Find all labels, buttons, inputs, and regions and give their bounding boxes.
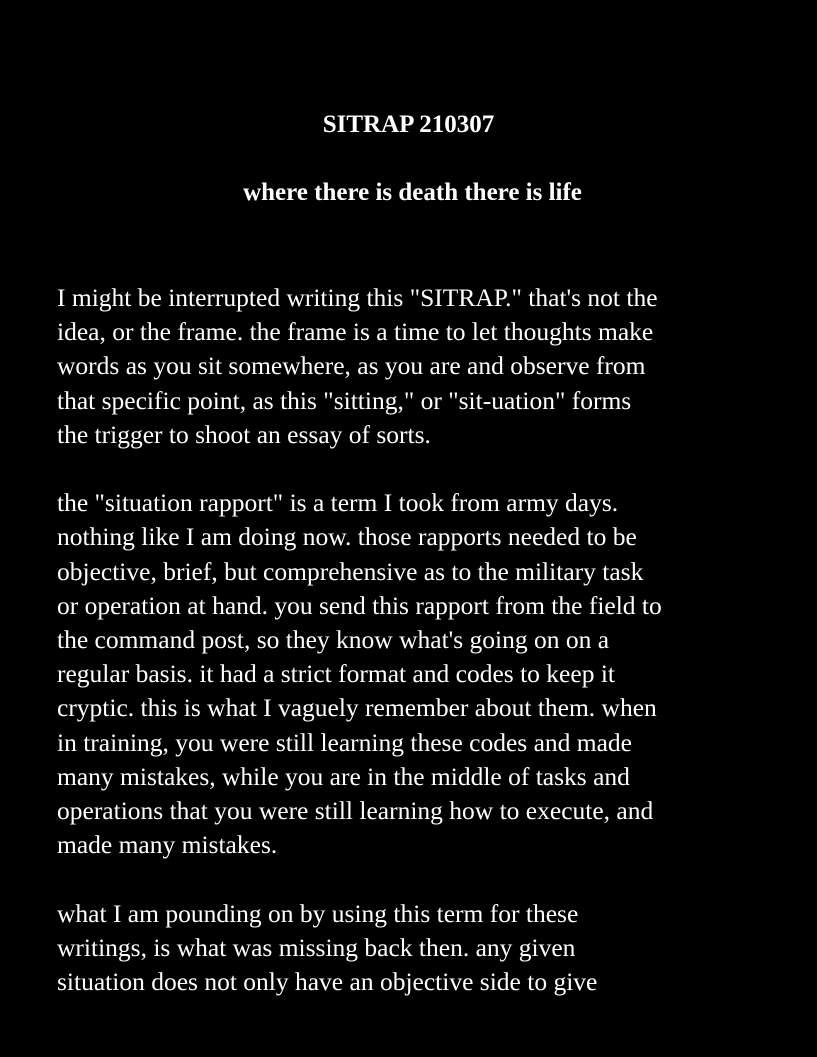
document-body: [57, 281, 797, 999]
text-line: many mistakes, while you are in the middle of tasks and: [57, 761, 630, 791]
text-line: regular basis. it had a strict format and codes to keep it: [57, 659, 615, 689]
text-line: writings, is what was missing back then. any given: [57, 932, 576, 962]
paragraph-gap: [57, 862, 797, 896]
text-line: words as you sit somewhere, as you are and observe from: [57, 351, 646, 381]
text-line: the trigger to shoot an essay of sorts.: [57, 419, 431, 449]
paragraph-gap: [57, 452, 797, 486]
text-line: nothing like I am doing now. those rapports needed to be: [57, 522, 637, 552]
paragraph-2: [57, 486, 797, 862]
text-line: in training, you were still learning these codes and made: [57, 727, 632, 757]
text-line: the "situation rapport" is a term I took from army days.: [57, 488, 619, 518]
text-line: situation does not only have an objective side to give: [57, 967, 598, 997]
text-line: made many mistakes.: [57, 830, 278, 860]
document-subtitle: where there is death there is life: [243, 179, 582, 206]
text-line: what I am pounding on by using this term for these: [57, 898, 579, 928]
paragraph-1: [57, 281, 797, 452]
text-line: that specific point, as this "sitting," or "sit-uation" forms: [57, 385, 632, 415]
paragraph-3: [57, 897, 797, 1000]
text-line: idea, or the frame. the frame is a time to let thoughts make: [57, 317, 654, 347]
document-title: SITRAP 210307: [322, 111, 495, 138]
text-line: operations that you were still learning how to execute, and: [57, 796, 654, 826]
text-line: the command post, so they know what's going on on a: [57, 625, 610, 655]
text-line: objective, brief, but comprehensive as to the military task: [57, 556, 644, 586]
text-line: I might be interrupted writing this "SITRAP." that's not the: [57, 283, 658, 312]
text-line: or operation at hand. you send this rapport from the field to: [57, 590, 662, 620]
text-line: cryptic. this is what I vaguely remember about them. when: [57, 693, 657, 723]
